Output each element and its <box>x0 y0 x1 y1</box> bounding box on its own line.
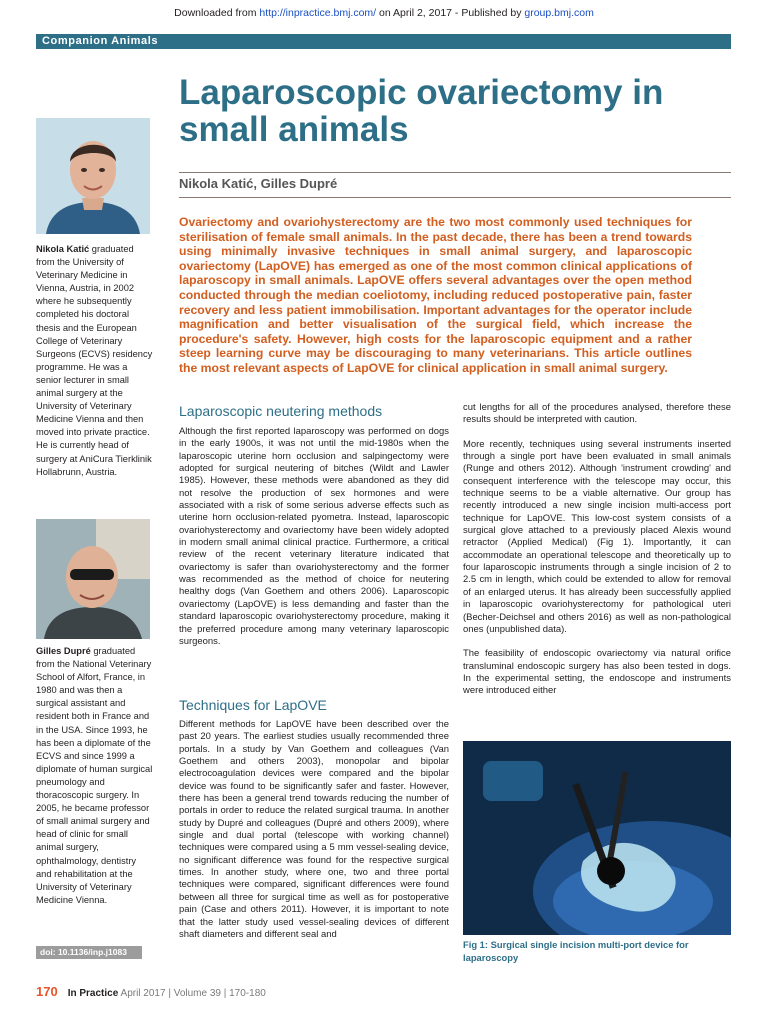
paragraph: Different methods for LapOVE have been described over the past 20 years. The earliest studies usually recommended three portals. In a study by Van Goethem and colleagues (Van Goethem and others 2003), monopolar and bipolar electrocoagulation devices were compared and the bipolar device was found to be significantly safer and faster. However, there has been a general trend towards reducing the number of portals in order to reduce the related surgical trauma. In another study by Dupré and colleagues (Dupré and others 2009), where single and dual portal (telescope with working channel) techniques were compared using a 5 mm vessel-sealing device, no significant difference was found for the respective surgical times. In another study, where one, two and three portal techniques were compared, significant differences were found between all three for surgical time as well as for postoperative pain (Case and others 2011). However, it is important to note that the latter study used vessel-sealing devices of different shaft diameters and different seal and <box>179 719 449 940</box>
figure-1-image <box>463 741 731 935</box>
body-column-2 <box>463 402 731 698</box>
download-notice <box>0 7 768 19</box>
author-bio-name: Nikola Katić <box>36 244 90 254</box>
article-abstract: Ovariectomy and ovariohysterectomy are the two most commonly used techniques for sterilisation of female small animals. In the past decade, there has been a trend towards using minimally invasive techniques in small animal surgery, and laparoscopic ovariectomy (LapOVE) has emerged as one of the most common clinical applications of laparoscopy in small animals. LapOVE offers several advantages over the open method conducted through the median coeliotomy, including reduced postoperative pain, faster recovery and less patient immobilisation. Important advantages for the operator include magnification and better visualisation of the surgical field, which increase the procedure's safety. However, high costs for the laparoscopic equipment and a rather steep learning curve may be discouraging to many veterinarians. This article outlines the most relevant aspects of LapOVE for clinical application in small animal surgery. <box>179 215 692 375</box>
download-prefix: Downloaded from <box>174 7 260 19</box>
body-column-1-neutering <box>179 426 449 648</box>
author-photo-katic <box>36 118 150 234</box>
section-label: Companion Animals <box>42 35 159 47</box>
author-bio-text: graduated from the National Veterinary School of Alfort, France, in 1980 and was then a surgical assistant and resident both in France and in the USA. Since 1993, he has been a diplomate of the ECVS and since 1999 a diplomate of human surgical pneumology and thoracoscopic surgery. In 2005, he became professor of small animal surgery and head of clinic for small animal surgery, ophthalmology, dentistry and rehabilitation at the University of Veterinary Medicine Vienna. <box>36 646 153 905</box>
paragraph: Although the first reported laparoscopy was performed on dogs in the early 1900s, it was not until the mid-1980s when the laparoscopic uterine horn occlusion and salpingectomy were adopted for surgical neutering of bitches (Wildt and Lawler 1985). However, these methods were abandoned as they did not resolve the production of sex hormones and were associated with a risk of some serious adverse effects such as uterine horn occlusion-related pyometra. Instead, laparoscopic ovariohysterectomy and ovariectomy have been widely adopted in modern small animal clinical practice. Furthermore, a critical review of the recent veterinary literature indicated that ovariectomy is safer than ovariohysterectomy and the former was recommended as the method of choice for neutering healthy dogs (Van Goethem and others 2006). Laparoscopic ovariectomy (LapOVE) is less demanding and faster than the standard laparoscopic ovariohysterectomy procedure, making it the preferred procedure among many veterinary laparoscopic surgeons. <box>179 426 449 647</box>
page-number: 170 <box>36 984 58 999</box>
figure-1-caption: Fig 1: Surgical single incision multi-port device for laparoscopy <box>463 939 689 963</box>
download-url-link[interactable]: http://inpractice.bmj.com/ <box>259 7 377 19</box>
doi-badge <box>36 946 142 959</box>
article-authors: Nikola Katić, Gilles Dupré <box>179 176 338 191</box>
heading-neutering-methods: Laparoscopic neutering methods <box>179 403 383 419</box>
publisher-link[interactable]: group.bmj.com <box>524 7 594 19</box>
author-bio-katic <box>36 243 154 479</box>
author-photo-dupre <box>36 519 150 639</box>
journal-name: In Practice <box>67 988 119 999</box>
title-rule-top <box>179 172 731 173</box>
body-column-1-techniques <box>179 719 449 941</box>
page-footer <box>36 984 266 999</box>
paragraph: More recently, techniques using several instruments inserted through a single port have been evaluated in small animals (Runge and others 2012). Although 'instrument crowding' and consequent interference with the telescope may occur, this technique seems to be a viable alternative. Our group has recently introduced a new single incision multi-access port technique for LapOVE. This low-cost system consists of a surgical glove attached to a previously placed Alexis wound retractor (Applied Medical) (Fig 1). Importantly, it can accommodate an operational telescope and theoretically up to four laparoscopic instruments through a single incision of 2 to 2.5 cm in length, which could be extended to allow for removal of an enlarged uterus. It has already been successfully applied in laparoscopic ovariohysterectomy for pathological uteri (Becher-Deichsel and others 2016) as well as non-pathological ones (unpublished data). <box>463 438 731 635</box>
article-title: Laparoscopic ovariectomy in small animals <box>179 73 664 149</box>
title-rule-bottom <box>179 197 731 198</box>
download-middle: on April 2, 2017 - Published by <box>376 7 525 19</box>
paragraph: The feasibility of endoscopic ovariectomy via natural orifice transluminal endoscopic surgery has also been tested in dogs. In the experimental setting, the endoscope and instruments were introduced either <box>463 648 731 697</box>
doi-text[interactable]: doi: 10.1136/inp.j1083 <box>40 947 127 957</box>
author-bio-dupre <box>36 645 154 907</box>
author-bio-name: Gilles Dupré <box>36 646 91 656</box>
section-banner <box>36 34 731 49</box>
issue-meta: April 2017 | Volume 39 | 170-180 <box>118 988 266 999</box>
author-bio-text: graduated from the University of Veterinary Medicine in Vienna, Austria, in 2002 where he subsequently completed his doctoral thesis and the European College of Veterinary Surgeons (ECVS) residency programme. He was a senior lecturer in small animal surgery at the University of Veterinary Medicine Vienna and then moved into private practice. He is currently head of surgery at AniCura Tierklinik Hollabrunn, Austria. <box>36 244 153 477</box>
heading-techniques-lapove: Techniques for LapOVE <box>179 697 327 713</box>
paragraph: cut lengths for all of the procedures analysed, therefore these results should be interpreted with caution. <box>463 402 731 426</box>
